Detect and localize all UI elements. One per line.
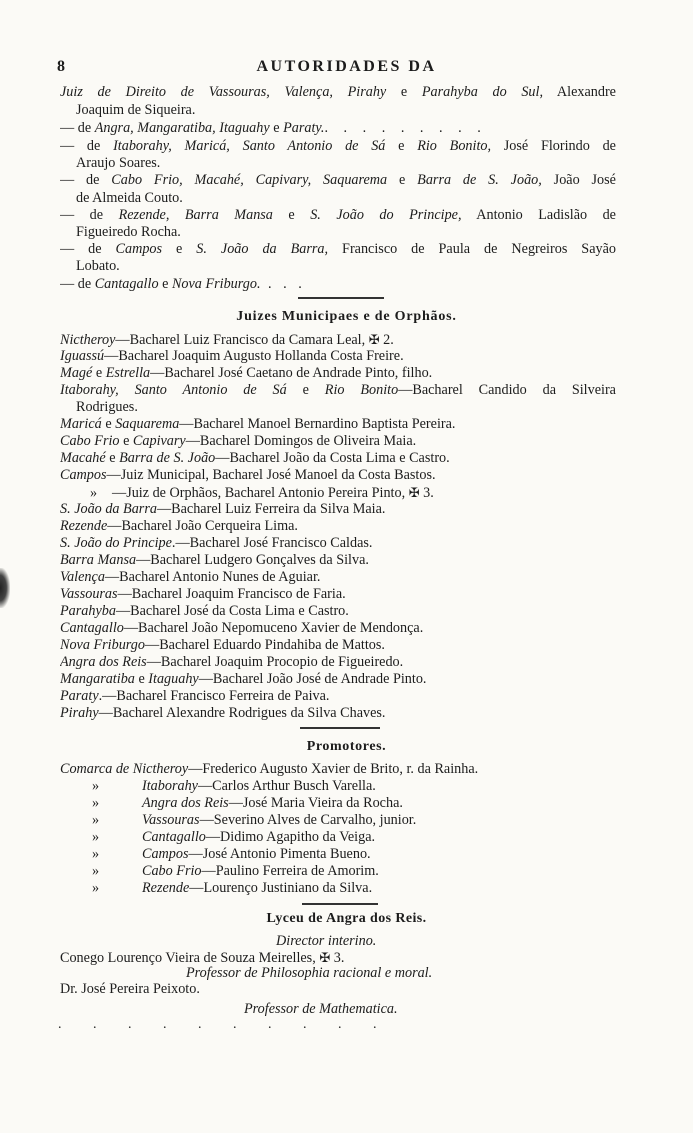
entry-line: Barra Mansa—Bacharel Ludgero Gonçalves da Silva.: [60, 552, 369, 568]
entry-line: Lobato.: [76, 258, 120, 274]
entry-line: Mangaratiba e Itaguahy—Bacharel João José de Andrade Pinto.: [60, 671, 427, 687]
section-title: Juizes Municipaes e de Orphãos.: [236, 309, 457, 324]
running-head: AUTORIDADES DA: [256, 58, 437, 75]
entry-line: Campos—Juiz Municipal, Bacharel José Manoel da Costa Bastos.: [60, 467, 436, 483]
section-rule: [300, 727, 380, 729]
entry-line: » —Juiz de Orphãos, Bacharel Antonio Pereira Pinto, ✠ 3.: [90, 485, 434, 501]
entry-line: Angra dos Reis—Bacharel Joaquim Procopio de Figueiredo.: [60, 654, 404, 670]
entry-line: » Angra dos Reis—José Maria Vieira da Rocha.: [92, 795, 403, 811]
entry-line: » Campos—José Antonio Pimenta Bueno.: [92, 846, 371, 862]
entry-line: — de Cabo Frio, Macahé, Capivary, Saquarema e Barra de S. João, João José: [60, 172, 616, 188]
entry-line: Cantagallo—Bacharel João Nepomuceno Xavier de Mendonça.: [60, 620, 424, 636]
entry-line: S. João da Barra—Bacharel Luiz Ferreira da Silva Maia.: [60, 501, 386, 517]
entry-line: Maricá e Saquarema—Bacharel Manoel Bernardino Baptista Pereira.: [60, 416, 456, 432]
dotted-leader: . . . . . . . . . .: [58, 1017, 391, 1032]
entry-line: Rezende—Bacharel João Cerqueira Lima.: [60, 518, 298, 534]
subheading: Professor de Philosophia racional e moral.: [186, 965, 433, 981]
entry-line: » Vassouras—Severino Alves de Carvalho, junior.: [92, 812, 417, 828]
entry-line: Comarca de Nictheroy—Frederico Augusto Xavier de Brito, r. da Rainha.: [60, 761, 479, 777]
cross-icon: ✠: [408, 485, 420, 500]
entry-line: Paraty.—Bacharel Francisco Ferreira de Paiva.: [60, 688, 330, 704]
entry-line: Dr. José Pereira Peixoto.: [60, 981, 200, 997]
page-number: 8: [57, 58, 65, 75]
entry-line: » Itaborahy—Carlos Arthur Busch Varella.: [92, 778, 376, 794]
entry-line: — de Itaborahy, Maricá, Santo Antonio de Sá e Rio Bonito, José Florindo de: [60, 138, 616, 154]
entry-line: — de Angra, Mangaratiba, Itaguahy e Paraty.. . . . . . . . .: [60, 120, 487, 136]
entry-line: Araujo Soares.: [76, 155, 161, 171]
entry-line: — de Rezende, Barra Mansa e S. João do Principe, Antonio Ladislão de: [60, 207, 616, 223]
subheading: Director interino.: [276, 933, 377, 949]
entry-line: — de Campos e S. João da Barra, Francisco de Paula de Negreiros Sayão: [60, 241, 616, 257]
entry-line: Joaquim de Siqueira.: [76, 102, 196, 118]
entry-line: Iguassú—Bacharel Joaquim Augusto Hollanda Costa Freire.: [60, 348, 404, 364]
entry-line: Cabo Frio e Capivary—Bacharel Domingos de Oliveira Maia.: [60, 433, 417, 449]
entry-line: Rodrigues.: [76, 399, 138, 415]
cross-icon: ✠: [368, 332, 380, 347]
section-title: Lyceu de Angra dos Reis.: [266, 911, 427, 926]
entry-line: » Cantagallo—Didimo Agapitho da Veiga.: [92, 829, 376, 845]
section-rule: [302, 903, 378, 905]
entry-line: Figueiredo Rocha.: [76, 224, 181, 240]
entry-line: — de Cantagallo e Nova Friburgo. . . .: [60, 276, 306, 292]
entry-line: S. João do Principe.—Bacharel José Francisco Caldas.: [60, 535, 373, 551]
entry-line: Vassouras—Bacharel Joaquim Francisco de Faria.: [60, 586, 346, 602]
section-title: Promotores.: [306, 739, 387, 754]
entry-line: Conego Lourenço Vieira de Souza Meirelles, ✠ 3.: [60, 950, 345, 966]
subheading: Professor de Mathematica.: [244, 1001, 398, 1017]
entry-line: Parahyba—Bacharel José da Costa Lima e Castro.: [60, 603, 349, 619]
entry-line: Nictheroy—Bacharel Luiz Francisco da Camara Leal, ✠ 2.: [60, 332, 394, 348]
entry-line: Nova Friburgo—Bacharel Eduardo Pindahiba de Mattos.: [60, 637, 385, 653]
entry-line: Itaborahy, Santo Antonio de Sá e Rio Bonito—Bacharel Candido da Silveira: [60, 382, 616, 398]
entry-line: » Rezende—Lourenço Justiniano da Silva.: [92, 880, 373, 896]
entry-line: Magé e Estrella—Bacharel José Caetano de Andrade Pinto, filho.: [60, 365, 433, 381]
entry-line: Juiz de Direito de Vassouras, Valença, Pirahy e Parahyba do Sul, Alexandre: [60, 84, 616, 100]
entry-line: Macahé e Barra de S. João—Bacharel João da Costa Lima e Castro.: [60, 450, 450, 466]
entry-line: Valença—Bacharel Antonio Nunes de Aguiar.: [60, 569, 321, 585]
cross-icon: ✠: [319, 950, 331, 965]
entry-line: » Cabo Frio—Paulino Ferreira de Amorim.: [92, 863, 379, 879]
section-rule: [298, 297, 384, 299]
entry-line: Pirahy—Bacharel Alexandre Rodrigues da Silva Chaves.: [60, 705, 386, 721]
binding-mark: [0, 568, 10, 608]
entry-line: de Almeida Couto.: [76, 190, 183, 206]
